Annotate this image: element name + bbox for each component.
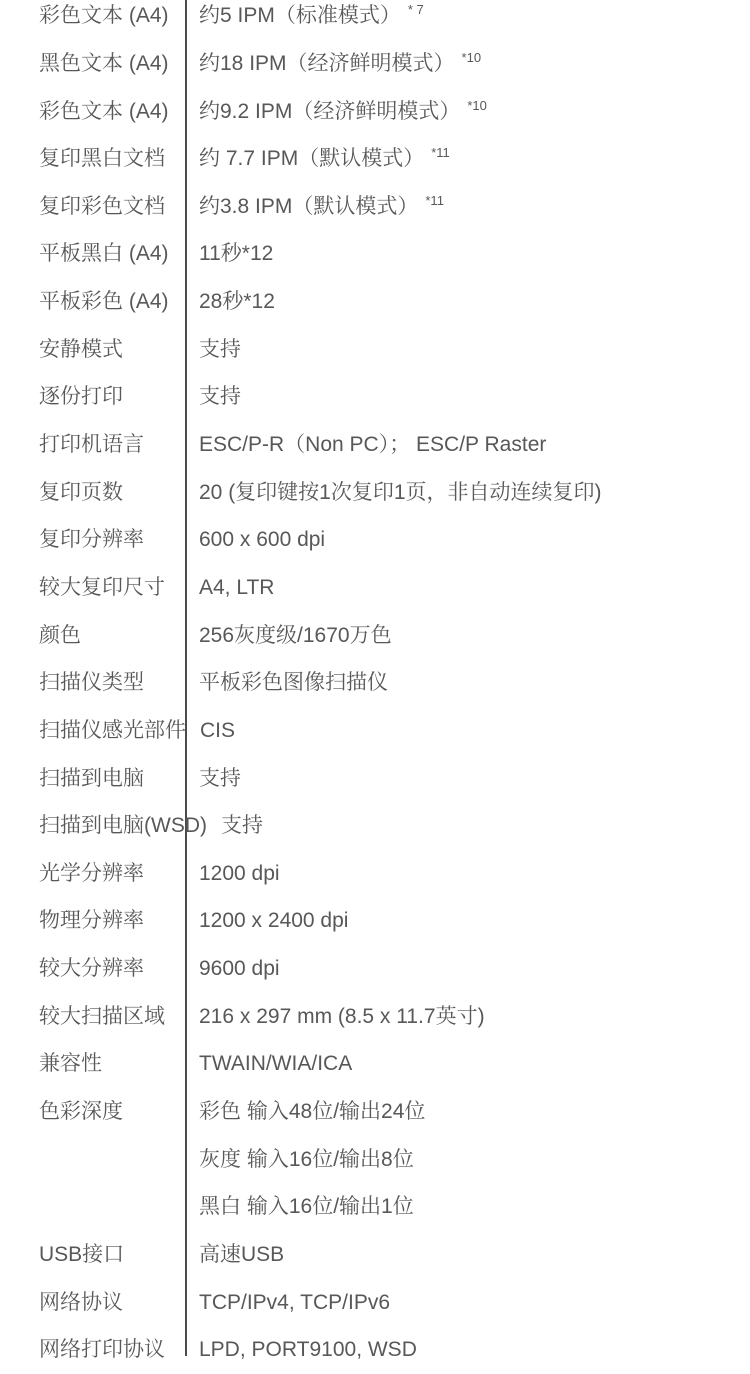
spec-value: [185, 4, 424, 27]
spec-label: 较大分辨率: [39, 957, 144, 981]
spec-value: [185, 1291, 390, 1314]
spec-value: [186, 719, 235, 742]
spec-value-text: 支持: [199, 385, 241, 409]
spec-value-text: 1200 dpi: [199, 861, 280, 885]
spec-footnote-marker: *11: [425, 192, 444, 208]
spec-label: 较大扫描区域: [39, 1004, 165, 1028]
spec-value-text: 约 7.7 IPM（默认模式）: [199, 147, 425, 171]
spec-row: [0, 230, 750, 278]
spec-value-text: 约9.2 IPM（经济鲜明模式）: [199, 99, 461, 123]
spec-label: 扫描到电脑: [39, 766, 144, 790]
spec-value-text: 平板彩色图像扫描仪: [199, 671, 388, 695]
spec-label: 黑色文本 (A4): [39, 51, 169, 75]
spec-value: [185, 957, 280, 980]
spec-row: [0, 183, 750, 231]
spec-label: 扫描仪感光部件: [39, 718, 186, 742]
spec-value: [185, 1338, 417, 1361]
spec-label: 扫描仪类型: [39, 671, 144, 695]
spec-value-text: 约3.8 IPM（默认模式）: [199, 194, 419, 218]
spec-value-text: 黑白 输入16位/输出1位: [199, 1195, 414, 1219]
spec-row: [0, 325, 750, 373]
spec-label: 扫描到电脑(WSD): [39, 814, 207, 838]
spec-value-text: CIS: [200, 718, 236, 742]
spec-row: [0, 897, 750, 945]
spec-row: [0, 1326, 750, 1374]
spec-value: [185, 1243, 284, 1266]
spec-value: [185, 862, 280, 885]
spec-value-text: 600 x 600 dpi: [199, 528, 326, 552]
spec-label: 网络协议: [39, 1290, 123, 1314]
spec-label: 复印彩色文档: [39, 194, 165, 218]
spec-value: [185, 147, 450, 170]
spec-row: [0, 1040, 750, 1088]
spec-label: 复印分辨率: [39, 528, 144, 552]
spec-value: [185, 97, 487, 123]
spec-value: [185, 576, 274, 599]
spec-footnote-marker: *10: [467, 97, 487, 113]
spec-value: [185, 1005, 485, 1028]
spec-value: [185, 767, 241, 790]
spec-value-text: 216 x 297 mm (8.5 x 11.7英寸): [199, 1004, 485, 1028]
spec-label: 平板黑白 (A4): [39, 242, 169, 266]
spec-label: 色彩深度: [39, 1100, 123, 1123]
spec-value: [185, 338, 241, 361]
spec-row: [0, 707, 750, 755]
spec-label: 逐份打印: [39, 385, 123, 409]
spec-value-text: LPD, PORT9100, WSD: [199, 1338, 417, 1362]
spec-value: [185, 1052, 352, 1075]
spec-row: [0, 278, 750, 326]
spec-footnote-marker: *10: [461, 49, 482, 65]
spec-row: [0, 87, 750, 135]
spec-value-text: TCP/IPv4, TCP/IPv6: [199, 1290, 390, 1314]
spec-value: [185, 481, 602, 504]
spec-value: [185, 385, 241, 408]
spec-value-text: ESC/P-R（Non PC）； ESC/P Raster: [199, 433, 547, 457]
spec-value-text: 11秒*12: [199, 242, 274, 266]
spec-value: [185, 1148, 414, 1171]
spec-label: USB接口: [39, 1242, 125, 1266]
spec-row: [0, 802, 750, 850]
spec-value-text: 约5 IPM（标准模式）: [199, 4, 401, 28]
spec-row: [0, 992, 750, 1040]
spec-value: [185, 49, 482, 75]
spec-value-text: 9600 dpi: [199, 957, 280, 981]
spec-row: [0, 611, 750, 659]
spec-row: [0, 850, 750, 898]
spec-value: [185, 290, 275, 313]
spec-value-text: 约18 IPM（经济鲜明模式）: [199, 51, 455, 75]
spec-label: 网络打印协议: [39, 1338, 165, 1362]
spec-value-text: TWAIN/WIA/ICA: [199, 1052, 353, 1076]
spec-row: [0, 1278, 750, 1326]
spec-row: [0, 564, 750, 612]
spec-label: 物理分辨率: [39, 909, 144, 933]
spec-value: [185, 671, 388, 694]
spec-label: 安静模式: [39, 337, 123, 361]
spec-row: [0, 468, 750, 516]
spec-value: [185, 1100, 425, 1123]
spec-value-text: 支持: [199, 337, 241, 361]
spec-label: 平板彩色 (A4): [39, 290, 169, 314]
spec-row: [0, 0, 750, 40]
spec-row: [0, 421, 750, 469]
spec-value-text: 1200 x 2400 dpi: [199, 909, 349, 933]
spec-value-text: A4, LTR: [199, 575, 275, 599]
spec-footnote-marker: *11: [431, 145, 450, 161]
spec-value: [185, 909, 348, 932]
spec-footnote-marker: * 7: [407, 2, 424, 18]
spec-value-text: 高速USB: [199, 1242, 285, 1266]
spec-value: [185, 1195, 414, 1218]
spec-label: 颜色: [39, 623, 81, 647]
spec-label: 彩色文本 (A4): [39, 4, 169, 28]
spec-value: [185, 242, 273, 265]
spec-row: [0, 1135, 750, 1183]
spec-value: [207, 814, 263, 837]
spec-value: [185, 192, 444, 218]
spec-value: [185, 624, 392, 647]
spec-value-text: 28秒*12: [199, 290, 275, 314]
spec-label: 复印黑白文档: [39, 147, 165, 171]
spec-row: [0, 754, 750, 802]
spec-row: [0, 1183, 750, 1231]
spec-row: [0, 1088, 750, 1136]
spec-row: [0, 1231, 750, 1279]
spec-value: [185, 528, 325, 551]
spec-row: [0, 945, 750, 993]
spec-row: [0, 40, 750, 88]
spec-value-text: 20 (复印键按1次复印1页，非自动连续复印): [199, 480, 602, 504]
spec-value: [185, 433, 546, 456]
spec-label: 兼容性: [39, 1052, 102, 1076]
spec-row: [0, 373, 750, 421]
spec-row: [0, 135, 750, 183]
spec-label: 彩色文本 (A4): [39, 99, 169, 123]
spec-label: 光学分辨率: [39, 861, 144, 885]
spec-value-text: 彩色 输入48位/输出24位: [199, 1100, 426, 1123]
spec-row: [0, 659, 750, 707]
spec-row: [0, 516, 750, 564]
spec-value-text: 支持: [199, 766, 241, 790]
spec-value-text: 灰度 输入16位/输出8位: [199, 1147, 414, 1171]
spec-value-text: 256灰度级/1670万色: [199, 623, 392, 647]
spec-label: 复印页数: [39, 480, 123, 504]
spec-label: 打印机语言: [39, 433, 144, 457]
spec-value-text: 支持: [220, 814, 263, 838]
spec-label: 较大复印尺寸: [39, 575, 165, 599]
